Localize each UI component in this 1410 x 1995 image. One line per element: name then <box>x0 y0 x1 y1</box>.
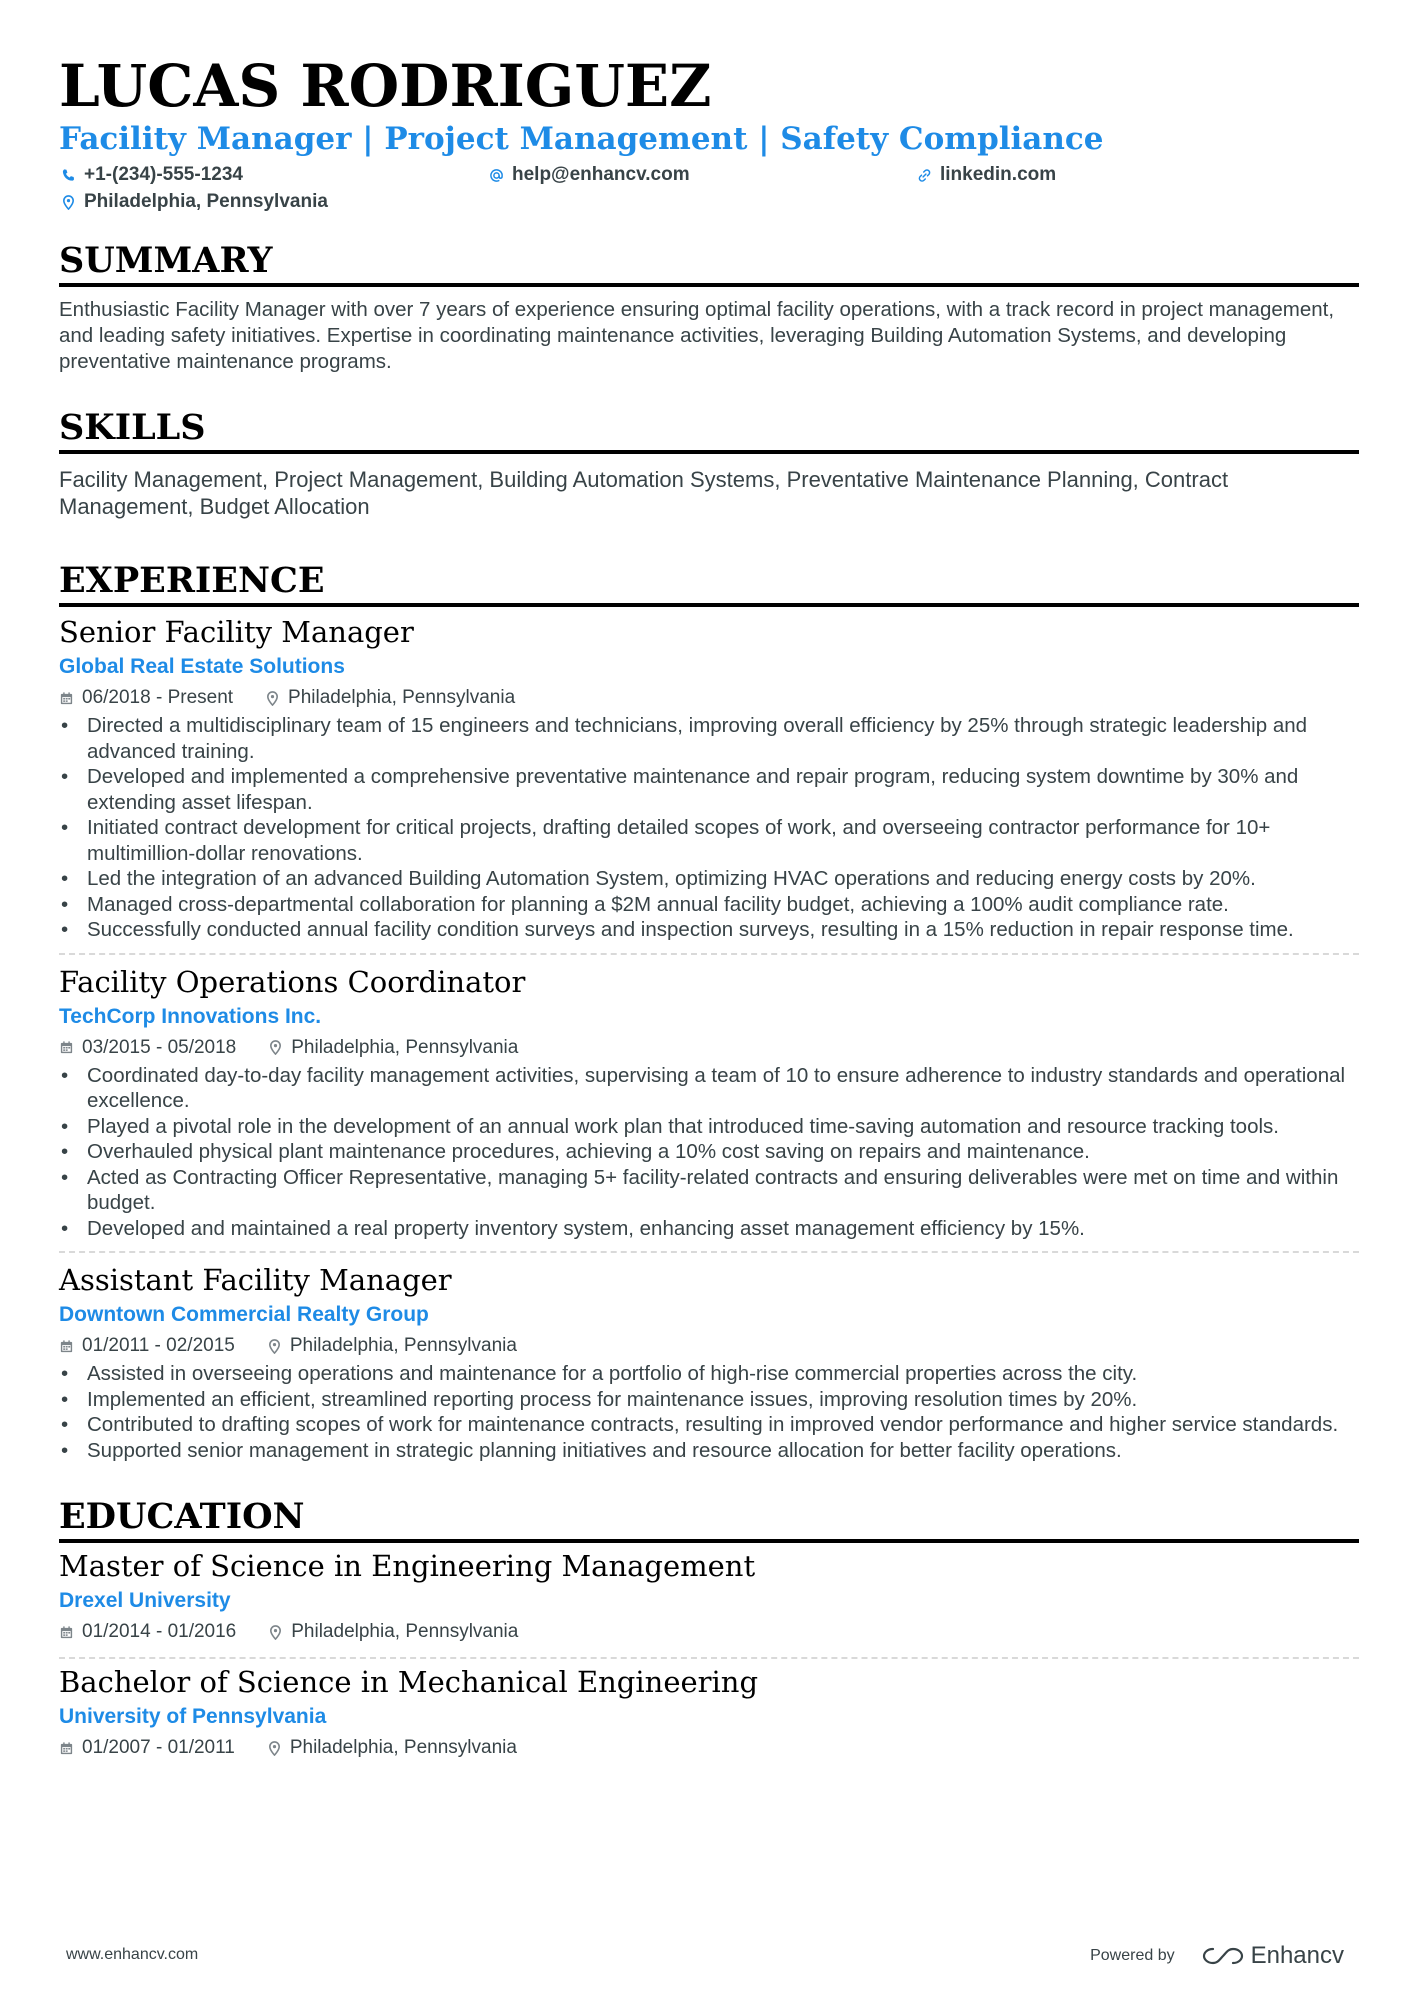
bullet-item: • Acted as Contracting Officer Representative, managing 5+ facility-related contracts and ensuring deliverables were met on time and within budget. <box>59 1165 1359 1216</box>
bullet-item: • Successfully conducted annual facility condition surveys and inspection surveys, resulting in a 15% reduction in repair response time. <box>59 917 1359 943</box>
brand-name: Enhancv <box>1250 1942 1344 1969</box>
education-location-text: Philadelphia, Pennsylvania <box>291 1621 519 1642</box>
job-title: Facility Operations Coordinator <box>59 964 526 999</box>
bullet-item: • Coordinated day-to-day facility management activities, supervising a team of 10 to ensure adherence to industry standards and operational excellence. <box>59 1063 1359 1114</box>
calendar-icon <box>59 1741 74 1756</box>
skills-text: Facility Management, Project Management, Building Automation Systems, Preventative Maintenance Planning, Contract Management, Budget Allocation <box>59 467 1229 519</box>
experience-entry <box>59 953 1359 1246</box>
job-title: Senior Facility Manager <box>59 615 414 649</box>
job-meta <box>59 1333 1359 1359</box>
calendar-icon <box>59 1625 74 1640</box>
footer <box>66 1942 1344 1972</box>
job-meta <box>59 685 1359 711</box>
education-dates: 01/2014 - 01/2016 <box>82 1621 237 1642</box>
company-name: Global Real Estate Solutions <box>59 655 345 678</box>
experience-title: EXPERIENCE <box>59 559 1359 607</box>
experience-entry <box>59 1251 1359 1467</box>
education-meta <box>59 1619 1359 1645</box>
degree-title: Bachelor of Science in Mechanical Engineering <box>59 1665 759 1699</box>
skills-title: SKILLS <box>59 406 1359 454</box>
calendar-icon <box>59 1339 74 1354</box>
degree-title: Master of Science in Engineering Management <box>59 1549 756 1583</box>
map-pin-icon <box>268 1625 283 1640</box>
brand-logo[interactable] <box>1201 1942 1344 1970</box>
bullet-item: • Developed and implemented a comprehensive preventative maintenance and repair program, reducing system downtime by 30% and extending asset lifespan. <box>59 764 1359 815</box>
job-location-text: Philadelphia, Pennsylvania <box>291 1036 519 1058</box>
education-title: EDUCATION <box>59 1495 1359 1543</box>
contact-link[interactable] <box>917 164 1056 186</box>
header <box>59 52 1359 218</box>
education-entry <box>59 1657 1359 1765</box>
job-dates: 01/2011 - 02/2015 <box>82 1335 235 1356</box>
resume-page <box>59 52 1359 1765</box>
contact-info <box>59 160 1359 218</box>
education-meta <box>59 1735 1359 1761</box>
footer-url[interactable]: www.enhancv.com <box>66 1946 199 1963</box>
link-text: linkedin.com <box>940 164 1057 185</box>
at-icon <box>489 168 504 183</box>
candidate-name: LUCAS RODRIGUEZ <box>59 52 712 120</box>
bullet-item: • Implemented an efficient, streamlined reporting process for maintenance issues, improving resolution times by 20%. <box>59 1387 1359 1413</box>
experience-list <box>59 613 1359 1467</box>
school-name: Drexel University <box>59 1589 231 1612</box>
job-dates: 03/2015 - 05/2018 <box>82 1036 237 1058</box>
school-name: University of Pennsylvania <box>59 1705 327 1728</box>
experience-entry <box>59 613 1359 947</box>
calendar-icon <box>59 691 74 706</box>
job-title: Assistant Facility Manager <box>59 1263 452 1297</box>
job-location-text: Philadelphia, Pennsylvania <box>288 687 516 708</box>
education-location <box>267 1735 517 1761</box>
education-location-text: Philadelphia, Pennsylvania <box>289 1737 517 1758</box>
job-dates: 06/2018 - Present <box>82 687 234 708</box>
summary-text: Enthusiastic Facility Manager with over 7 years of experience ensuring optimal facility operations, with a track record in project management, and leading safety initiatives. Expertise in coordinating maintenance activities, leveraging Building Automation Systems, and developing preventative maintenance programs. <box>59 298 1335 373</box>
contact-location <box>61 191 328 213</box>
job-bullets <box>59 1063 1359 1242</box>
education-dates: 01/2007 - 01/2011 <box>82 1737 235 1758</box>
link-icon <box>917 168 932 183</box>
phone-icon <box>61 168 76 183</box>
job-location <box>267 1333 517 1359</box>
job-location-text: Philadelphia, Pennsylvania <box>289 1335 517 1356</box>
company-name: Downtown Commercial Realty Group <box>59 1303 429 1326</box>
bullet-item: • Developed and maintained a real property inventory system, enhancing asset management efficiency by 15%. <box>59 1216 1359 1242</box>
contact-phone <box>61 164 243 186</box>
education-location <box>268 1619 518 1645</box>
summary-title: SUMMARY <box>59 239 1359 287</box>
calendar-icon <box>59 1040 74 1055</box>
bullet-item: • Supported senior management in strategic planning initiatives and resource allocation for better facility operations. <box>59 1438 1359 1464</box>
bullet-item: • Led the integration of an advanced Building Automation System, optimizing HVAC operations and reducing energy costs by 20%. <box>59 866 1359 892</box>
map-pin-icon <box>267 1741 282 1756</box>
bullet-item: • Initiated contract development for critical projects, drafting detailed scopes of work, and overseeing contractor performance for 10+ multimillion-dollar renovations. <box>59 815 1359 866</box>
headline: Facility Manager | Project Management | Safety Compliance <box>59 121 1104 157</box>
job-meta <box>59 1035 1359 1061</box>
map-pin-icon <box>267 1339 282 1354</box>
bullet-item: • Overhauled physical plant maintenance procedures, achieving a 10% cost saving on repairs and maintenance. <box>59 1139 1359 1165</box>
bullet-item: • Contributed to drafting scopes of work for maintenance contracts, resulting in improved vendor performance and higher service standards. <box>59 1412 1359 1438</box>
job-bullets <box>59 1361 1359 1463</box>
footer-branding <box>1090 1942 1344 1970</box>
bullet-item: • Directed a multidisciplinary team of 15 engineers and technicians, improving overall efficiency by 25% through strategic leadership and advanced training. <box>59 713 1359 764</box>
map-pin-icon <box>265 691 280 706</box>
education-list <box>59 1547 1359 1765</box>
job-bullets <box>59 713 1359 943</box>
company-name: TechCorp Innovations Inc. <box>59 1004 322 1028</box>
bullet-item: • Assisted in overseeing operations and maintenance for a portfolio of high-rise commercial properties across the city. <box>59 1361 1359 1387</box>
powered-by-text: Powered by <box>1090 1947 1175 1964</box>
bullet-item: • Managed cross-departmental collaboration for planning a $2M annual facility budget, achieving a 100% audit compliance rate. <box>59 892 1359 918</box>
email-text: help@enhancv.com <box>512 164 690 185</box>
map-pin-icon <box>268 1040 283 1055</box>
phone-text: +1-(234)-555-1234 <box>84 164 243 185</box>
education-entry <box>59 1547 1359 1649</box>
enhancv-logo-icon <box>1201 1945 1245 1967</box>
contact-email[interactable] <box>489 164 690 186</box>
map-pin-icon <box>61 195 76 210</box>
job-location <box>268 1035 518 1061</box>
location-text: Philadelphia, Pennsylvania <box>84 191 328 212</box>
job-location <box>265 685 515 711</box>
bullet-item: • Played a pivotal role in the development of an annual work plan that introduced time-saving automation and resource tracking tools. <box>59 1114 1359 1140</box>
